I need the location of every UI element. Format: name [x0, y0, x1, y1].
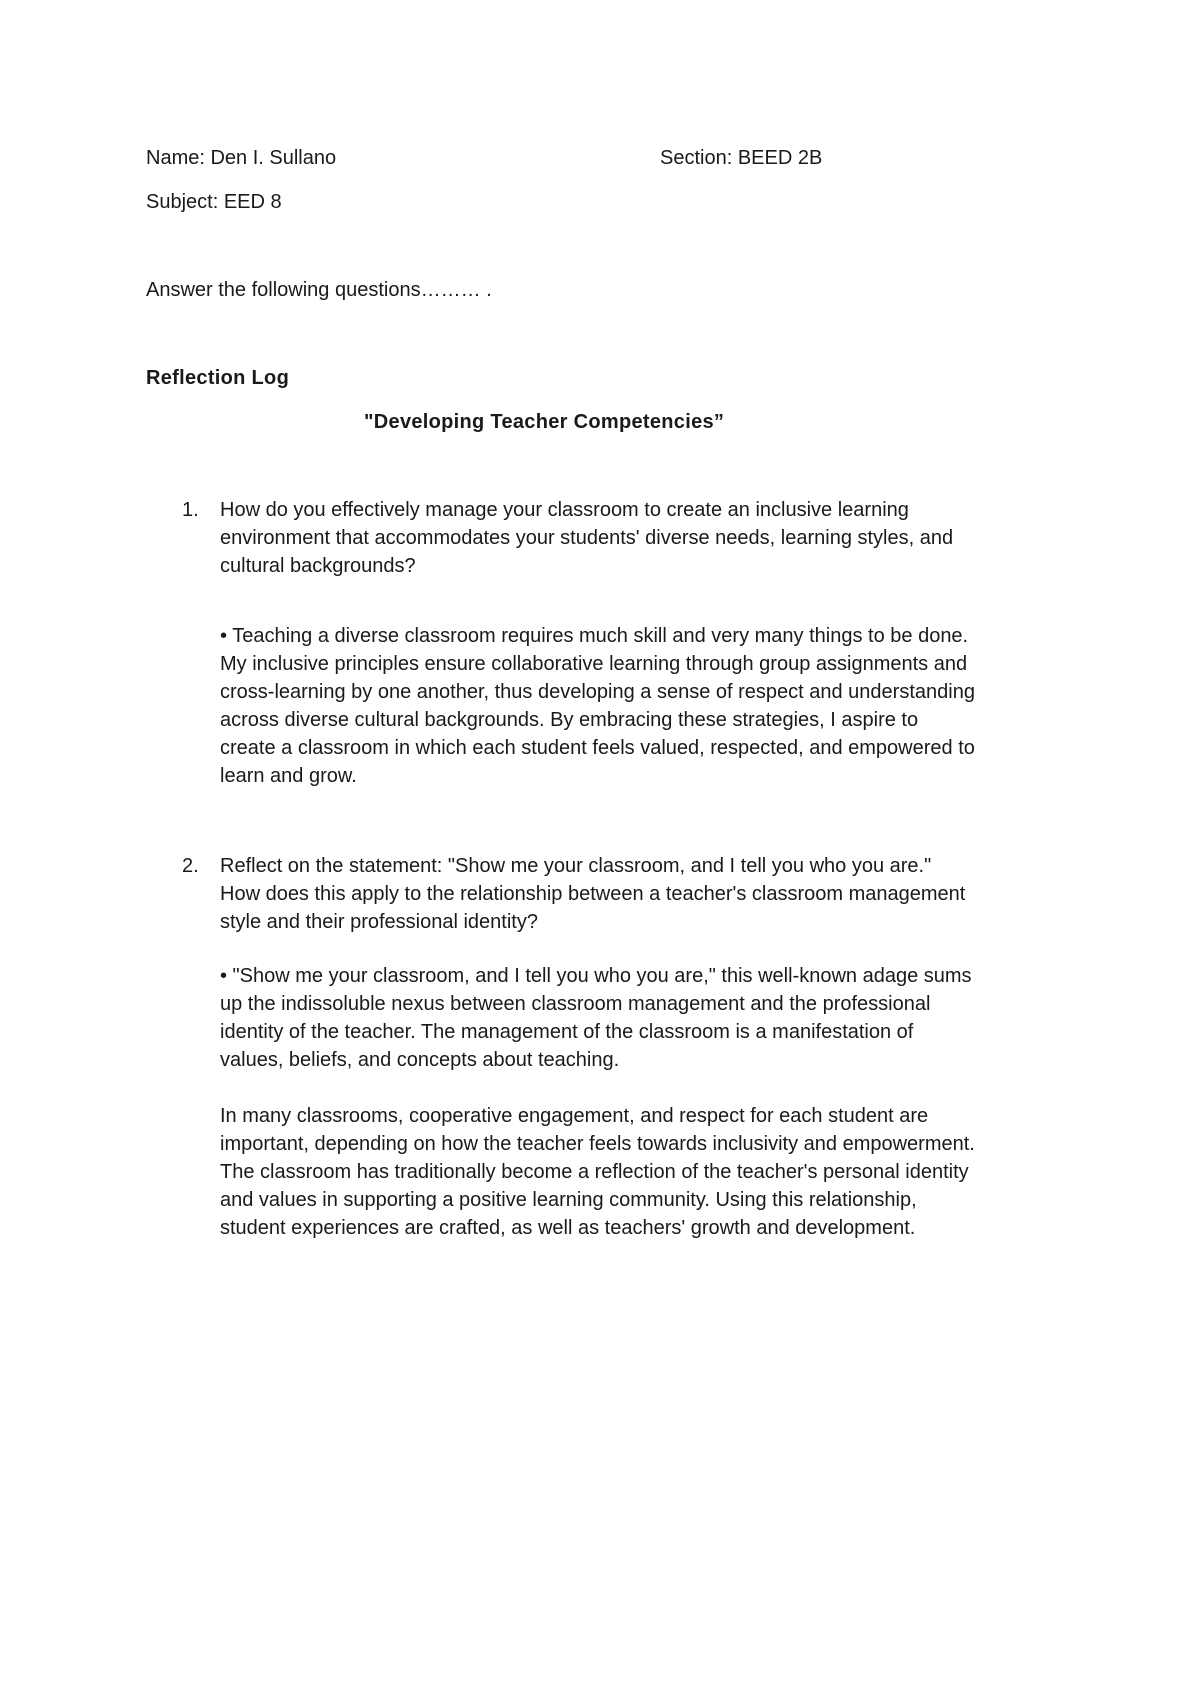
answer-line: • "Show me your classroom, and I tell you who you are," this well-known adage sums [220, 965, 972, 987]
question-line: Reflect on the statement: "Show me your classroom, and I tell you who you are." [220, 855, 932, 877]
answer-line: • Teaching a diverse classroom requires much skill and very many things to be done. [220, 625, 969, 647]
question-line: environment that accommodates your students' diverse needs, learning styles, and [220, 527, 954, 549]
reflection-subtitle: "Developing Teacher Competencies” [364, 411, 725, 433]
question-number: 1. [182, 499, 199, 521]
answer-line: create a classroom in which each student feels valued, respected, and empowered to [220, 737, 975, 759]
student-section: Section: BEED 2B [660, 147, 823, 169]
answer-line: identity of the teacher. The management of the classroom is a manifestation of [220, 1021, 914, 1043]
answer-line: The classroom has traditionally become a reflection of the teacher's personal identity [220, 1161, 969, 1183]
answer-line: cross-learning by one another, thus developing a sense of respect and understanding [220, 681, 975, 703]
answer-line: learn and grow. [220, 765, 357, 787]
instructions: Answer the following questions……… . [146, 279, 492, 301]
answer-line: important, depending on how the teacher feels towards inclusivity and empowerment. [220, 1133, 975, 1155]
answer-line: My inclusive principles ensure collaborative learning through group assignments and [220, 653, 968, 675]
question-number: 2. [182, 855, 199, 877]
answer-text [220, 622, 1080, 790]
answer-line: student experiences are crafted, as well as teachers' growth and development. [220, 1217, 916, 1239]
reflection-log-title: Reflection Log [146, 367, 290, 389]
answer-text-continued [220, 1102, 1080, 1242]
answer-text [220, 962, 1080, 1074]
question-line: cultural backgrounds? [220, 555, 416, 577]
answer-line: up the indissoluble nexus between classroom management and the professional [220, 993, 931, 1015]
question-text [220, 852, 1080, 936]
question-line: style and their professional identity? [220, 911, 538, 933]
question-text [220, 496, 1080, 580]
answer-line: across diverse cultural backgrounds. By embracing these strategies, I aspire to [220, 709, 919, 731]
student-name: Name: Den I. Sullano [146, 147, 337, 169]
answer-line: and values in supporting a positive learning community. Using this relationship, [220, 1189, 917, 1211]
question-line: How do you effectively manage your classroom to create an inclusive learning [220, 499, 909, 521]
subject: Subject: EED 8 [146, 191, 282, 213]
question-line: How does this apply to the relationship between a teacher's classroom management [220, 883, 966, 905]
answer-line: values, beliefs, and concepts about teaching. [220, 1049, 620, 1071]
answer-line: In many classrooms, cooperative engagement, and respect for each student are [220, 1105, 929, 1127]
